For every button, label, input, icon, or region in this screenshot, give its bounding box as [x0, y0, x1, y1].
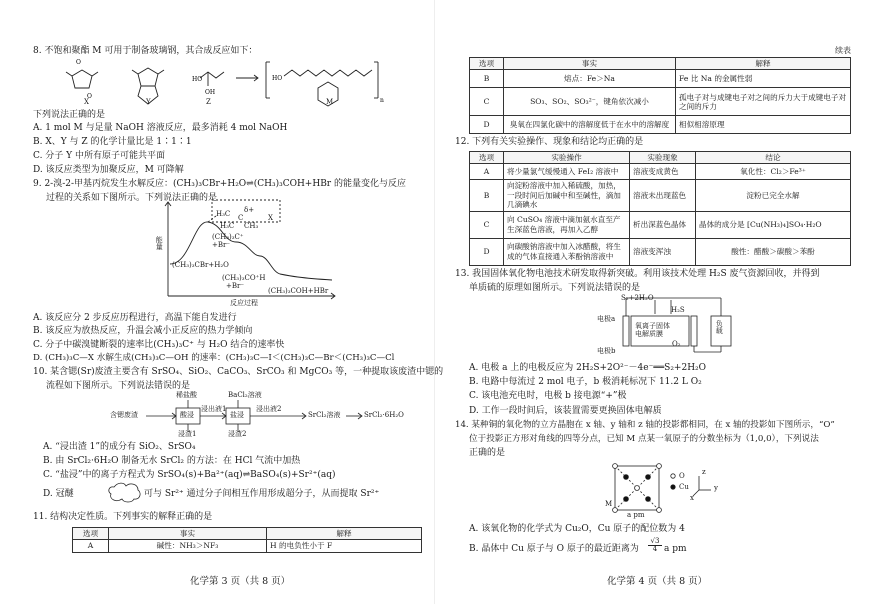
q10-flow-residue1: 浸渣1	[178, 430, 197, 438]
q14-stem-line2: 位于投影正方形对角线的四等分点，已知 M 点某一氧原子的分数坐标为（1,0,0），下列说法	[469, 434, 819, 444]
q11c-row-b-fact: 熔点：Fe＞Na	[504, 70, 676, 88]
q11-head-explanation: 解释	[267, 528, 422, 540]
q14-option-b-unit: a pm	[664, 544, 687, 554]
q10-flow-acid-leach: 酸浸	[180, 411, 194, 419]
q14-legend-cu: Cu	[679, 483, 689, 491]
q11-cell-option: A	[73, 540, 109, 552]
q8-ask: 下列说法正确的是	[33, 110, 106, 120]
q10-option-a: A. “浸出渣 1”的成分有 SiO₂、SrSO₄	[43, 442, 196, 452]
q12-row-b-phenomenon: 溶液未出现蓝色	[630, 180, 696, 211]
q14-edge-length: a pm	[627, 511, 645, 519]
q13-label-o2: O₂	[672, 340, 681, 348]
q8-option-c: C. 分子 Y 中所有原子可能共平面	[33, 151, 165, 161]
q11-table-continued	[469, 57, 851, 134]
q11-stem: 11. 结构决定性质。下列事实的解释正确的是	[33, 512, 213, 522]
table-row	[470, 211, 851, 238]
q12-row-b-operation: 向淀粉溶液中加入稀硫酸，加热，一段时间后加碱中和至碱性，滴加几滴碘水	[504, 180, 630, 211]
table-row	[470, 70, 851, 88]
q13-label-electrode-a: 电极a	[597, 315, 616, 323]
q12-row-b-conclusion: 淀粉已完全水解	[696, 180, 851, 211]
q13-label-load: 负载	[715, 320, 724, 334]
q8-label-x: X	[84, 98, 89, 106]
q11c-head-explanation: 解释	[676, 58, 851, 70]
q14-axis-x: x	[690, 494, 694, 502]
q8-option-b: B. X、Y 与 Z 的化学计量比是 1∶1∶1	[33, 137, 192, 147]
q8-option-d: D. 该反应类型为加聚反应，M 可降解	[33, 165, 184, 175]
q12-row-c-option: C	[470, 211, 504, 238]
q11c-row-c-explanation: 孤电子对与成键电子对之间的斥力大于成键电子对之间的斥力	[676, 88, 851, 116]
q13-option-c: C. 该电池充电时，电极 b 接电源“+”极	[469, 391, 627, 401]
continued-table-label: 续表	[835, 46, 851, 55]
q10-flow-hcl: 稀盐酸	[176, 391, 197, 399]
q13-option-a: A. 电极 a 上的电极反应为 2H₂S+2O²⁻－4e⁻══S₂+2H₂O	[469, 363, 707, 373]
q13-label-membrane-2: 电解质膜	[635, 330, 663, 338]
q9-ts-x: X	[268, 214, 273, 222]
q12-row-a-operation: 将少量氯气缓慢通入 FeI₂ 溶液中	[504, 164, 630, 180]
q11-head-fact: 事实	[109, 528, 267, 540]
q9-species-product: (CH₃)₃COH+HBr	[268, 287, 329, 295]
q11c-row-c-option: C	[470, 88, 504, 116]
q12-row-c-phenomenon: 析出深蓝色晶体	[630, 211, 696, 238]
q9-ts-c: C	[238, 214, 244, 222]
right-page-footer: 化学第 4 页（共 8 页）	[607, 576, 708, 587]
q10-flow-salt-leach: 盐浸	[230, 411, 244, 419]
table-row	[470, 116, 851, 134]
svg-text:HO: HO	[192, 76, 203, 83]
q9-stem-line2: 过程的关系如下图所示。下列说法正确的是	[46, 193, 218, 203]
q13-label-h2s: H₂S	[671, 306, 685, 314]
q13-stem-line2: 单质硫的原理如图所示。下列说法错误的是	[469, 283, 641, 293]
q10-flow-product: SrCl₂·6H₂O	[364, 411, 404, 419]
q9-species-plus-br: +Br⁻	[212, 241, 231, 249]
q10-option-b: B. 由 SrCl₂·6H₂O 制备无水 SrCl₂ 的方法：在 HCl 气流中加热	[43, 456, 301, 466]
q12-row-d-operation: 向碳酸钠溶液中加入冰醋酸，将生成的气体直接通入苯酚钠溶液中	[504, 238, 630, 265]
q11c-head-option: 选项	[470, 58, 504, 70]
q8-label-y: Y	[146, 98, 151, 106]
q10-stem-line2: 流程如下图所示。下列说法错误的是	[46, 381, 191, 391]
q13-label-membrane-1: 氧离子固体	[635, 322, 670, 330]
q12-head-conclusion: 结论	[696, 152, 851, 164]
q14-stem-line3: 正确的是	[469, 448, 506, 458]
q12-row-a-phenomenon: 溶液变成黄色	[630, 164, 696, 180]
q10-option-d-suffix: 可与 Sr²⁺ 通过分子间相互作用形成超分子，从而提取 Sr²⁺	[144, 489, 380, 499]
q9-ts-h3c-bottom: H₃C	[220, 222, 235, 230]
q14-fraction-denominator: 4	[652, 545, 658, 553]
q12-row-b-option: B	[470, 180, 504, 211]
q9-ts-h3c-top: H₃C	[216, 210, 231, 218]
q12-head-operation: 实验操作	[504, 152, 630, 164]
q11-cell-fact: 碱性：NH₃＞NF₃	[109, 540, 267, 552]
svg-text:OH: OH	[205, 89, 216, 96]
crown-ether-icon	[106, 481, 142, 503]
q11c-row-d-option: D	[470, 116, 504, 134]
q14-fraction-numerator: √3	[648, 538, 662, 546]
table-row	[470, 180, 851, 211]
table-row	[470, 164, 851, 180]
q12-row-d-phenomenon: 溶液变浑浊	[630, 238, 696, 265]
svg-text:HO: HO	[272, 75, 283, 82]
q12-row-c-operation: 向 CuSO₄ 溶液中滴加氨水直至产生深蓝色溶液，再加入乙醇	[504, 211, 630, 238]
q8-option-a: A. 1 mol M 与足量 NaOH 溶液反应，最多消耗 4 mol NaOH	[33, 123, 288, 133]
q14-option-a: A. 该氧化物的化学式为 Cu₂O，Cu 原子的配位数为 4	[469, 524, 685, 534]
q13-option-b: B. 电路中每流过 2 mol 电子，b 极消耗标况下 11.2 L O₂	[469, 377, 702, 387]
svg-text:n: n	[380, 97, 384, 104]
q12-row-a-option: A	[470, 164, 504, 180]
q9-xlabel: 反应过程	[230, 299, 258, 307]
q10-option-d-prefix: D. 冠醚	[43, 489, 74, 499]
q9-ts-ch3: CH₃	[244, 222, 259, 230]
q10-flow-residue2: 浸渣2	[228, 430, 247, 438]
q9-species-oxonium-br: +Br⁻	[226, 282, 245, 290]
q13-label-s2: S₂+2H₂O	[621, 294, 654, 302]
q11c-row-d-fact: 臭氧在四氯化碳中的溶解度低于在水中的溶解度	[504, 116, 676, 134]
q11c-row-b-option: B	[470, 70, 504, 88]
q14-crystal-projection	[605, 462, 715, 518]
q11c-row-c-fact: SO₃、SO₂、SO₃²⁻，键角依次减小	[504, 88, 676, 116]
q12-row-a-conclusion: 氧化性：Cl₂＞Fe³⁺	[696, 164, 851, 180]
svg-text:O: O	[76, 59, 81, 66]
q10-flow-waste: 含锶废渣	[110, 411, 138, 419]
q14-fraction	[648, 538, 662, 553]
q13-label-electrode-b: 电极b	[597, 347, 616, 355]
q9-ylabel: 能量	[155, 236, 164, 250]
q9-option-c: C. 分子中碳溴键断裂的速率比(CH₃)₃C⁺ 与 H₂O 结合的速率快	[33, 340, 285, 350]
q11-head-option: 选项	[73, 528, 109, 540]
q9-option-a: A. 该反应分 2 步反应历程进行，高温下能自发进行	[33, 313, 237, 323]
q12-head-option: 选项	[470, 152, 504, 164]
q14-axis-y: y	[714, 484, 718, 492]
q12-stem: 12. 下列有关实验操作、现象和结论均正确的是	[455, 137, 644, 147]
q10-flow-bacl2: BaCl₂溶液	[228, 391, 262, 399]
q8-stem: 8. 不饱和聚酯 M 可用于制备玻璃钢，其合成反应如下：	[33, 46, 258, 56]
q9-stem-line1: 9. 2-溴-2-甲基丙烷发生水解反应：(CH₃)₃CBr+H₂O⇌(CH₃)₃COH+HBr 的能量变化与反应	[33, 179, 406, 189]
q8-reaction-diagram	[60, 58, 390, 112]
q11-table	[72, 527, 422, 553]
table-row	[73, 540, 422, 552]
q14-stem-line1: 14. 某种铜的氧化物的立方晶胞在 x 轴、y 轴和 z 轴的投影都相同，在 x 轴的投影如下图所示，“O”	[455, 420, 835, 430]
q11c-head-fact: 事实	[504, 58, 676, 70]
q10-flow-leachate2: 浸出液2	[256, 405, 282, 413]
q8-label-z: Z	[206, 98, 211, 106]
q9-option-d: D. (CH₃)₃C—X 水解生成(CH₃)₃C—OH 的速率：(CH₃)₃C—I＜(CH₃)₃C—Br＜(CH₃)₃C—Cl	[33, 353, 395, 363]
q14-point-m: M	[605, 500, 613, 508]
q13-stem-line1: 13. 我国固体氧化物电池技术研发取得新突破。利用该技术处理 H₂S 废气资源回收，并得到	[455, 269, 820, 279]
q11c-row-d-explanation: 相似相溶原理	[676, 116, 851, 134]
q14-option-b: B. 晶体中 Cu 原子与 O 原子的最近距离为	[469, 544, 639, 554]
q9-species-reactant: (CH₃)₃CBr+H₂O	[172, 261, 229, 269]
q9-ts-delta: δ+	[244, 206, 255, 214]
q11c-row-b-explanation: Fe 比 Na 的金属性弱	[676, 70, 851, 88]
q10-flow-srcl2-solution: SrCl₂溶液	[308, 411, 341, 419]
q12-head-phenomenon: 实验现象	[630, 152, 696, 164]
svg-text:O: O	[87, 93, 92, 100]
q10-flow-leachate1: 浸出液1	[201, 405, 227, 413]
table-row	[470, 238, 851, 265]
q11-cell-explanation: H 的电负性小于 F	[267, 540, 422, 552]
q8-label-m: M	[326, 98, 334, 106]
q12-row-d-conclusion: 酸性：醋酸＞碳酸＞苯酚	[696, 238, 851, 265]
q9-option-b: B. 该反应为放热反应，升温会减小正反应的热力学倾向	[33, 326, 253, 336]
q9-species-oxonium: (CH₃)₃CO⁺H	[222, 274, 266, 282]
q12-table	[469, 151, 851, 266]
left-page-footer: 化学第 3 页（共 8 页）	[190, 576, 291, 587]
q14-axis-z: z	[702, 468, 706, 476]
q12-row-c-conclusion: 晶体的成分是 [Cu(NH₃)₄]SO₄·H₂O	[696, 211, 851, 238]
q10-stem-line1: 10. 某含锶(Sr)废渣主要含有 SrSO₄、SiO₂、CaCO₃、SrCO₃ 和 MgCO₃ 等，一种提取该废渣中锶的	[33, 367, 444, 377]
q10-option-c: C. “盐浸”中的离子方程式为 SrSO₄(s)+Ba²⁺(aq)⇌BaSO₄(s)+Sr²⁺(aq)	[43, 470, 336, 480]
q13-option-d: D. 工作一段时间后，该装置需要更换固体电解质	[469, 406, 662, 416]
table-row	[470, 88, 851, 116]
right-page	[435, 0, 870, 604]
q12-row-d-option: D	[470, 238, 504, 265]
q14-legend-o: O	[679, 472, 685, 480]
q9-species-carbocation: (CH₃)₃C⁺	[212, 233, 244, 241]
